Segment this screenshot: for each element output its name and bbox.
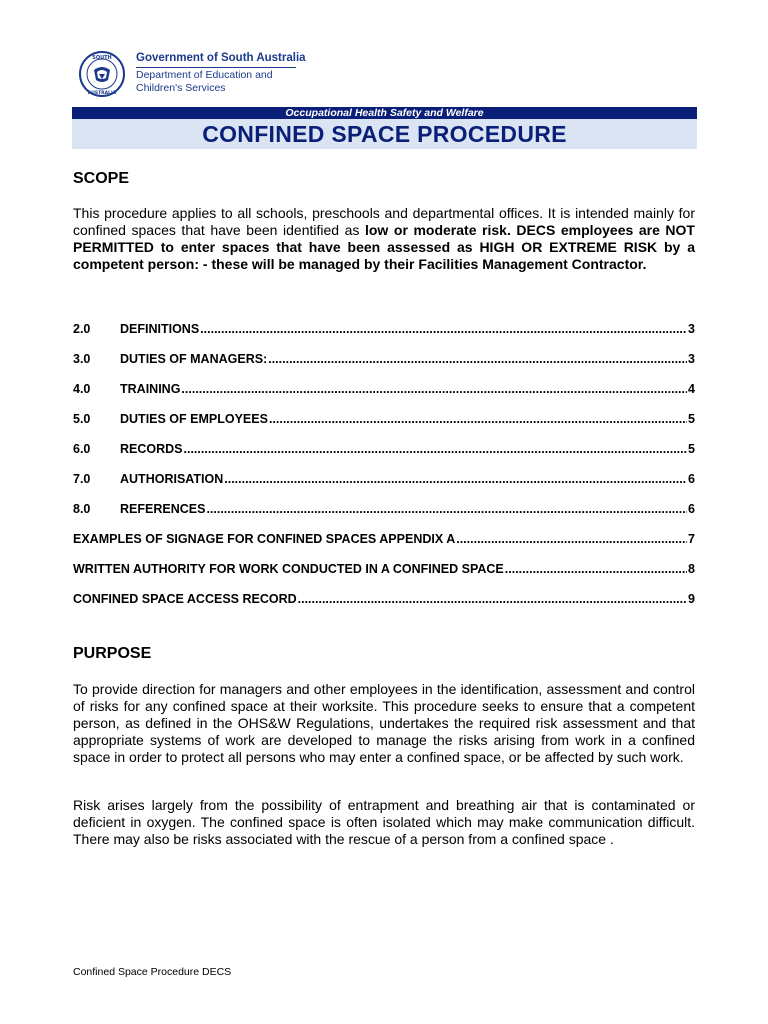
toc-leader	[269, 412, 687, 426]
state-seal-icon	[78, 50, 126, 98]
toc-leader	[184, 442, 688, 456]
government-logo	[78, 50, 328, 98]
department-line-2: Children's Services	[136, 82, 226, 94]
scope-paragraph	[73, 205, 695, 273]
toc-title: DEFINITIONS	[120, 322, 200, 336]
government-name: Government of South Australia	[136, 52, 306, 64]
toc-leader	[505, 562, 687, 576]
toc-title: WRITTEN AUTHORITY FOR WORK CONDUCTED IN A CONFINED SPACE	[73, 562, 504, 576]
department-name	[136, 69, 336, 95]
toc-page: 4	[688, 382, 695, 396]
toc-entry-signage-examples[interactable]	[73, 532, 695, 548]
toc-title: DUTIES OF MANAGERS:	[120, 352, 268, 366]
toc-entry-duties-of-employees[interactable]	[73, 412, 695, 428]
document-title: CONFINED SPACE PROCEDURE	[72, 119, 697, 149]
toc-page: 5	[688, 412, 695, 426]
toc-title: TRAINING	[120, 382, 181, 396]
toc-number: 2.0	[73, 322, 91, 336]
toc-number: 5.0	[73, 412, 91, 426]
toc-page: 6	[688, 502, 695, 516]
toc-page: 3	[688, 322, 695, 336]
purpose-paragraph-1: To provide direction for managers and other employees in the identification, assessment and control of risks for any confined space at their worksite. This procedure seeks to ensure that a competent person, as defined in the OHS&W Regulations, undertakes the required risk assessment and that appropriate systems of work are developed to manage the risks arising from work in a confined space in order to protect all persons who may enter a confined space, or be affected by such work.	[73, 681, 695, 765]
page-footer: Confined Space Procedure DECS	[73, 966, 232, 978]
toc-entry-definitions[interactable]	[73, 322, 695, 338]
toc-leader	[298, 592, 687, 606]
toc-number: 6.0	[73, 442, 91, 456]
purpose-paragraph-2: Risk arises largely from the possibility of entrapment and breathing air that is contaminated or deficient in oxygen. The confined space is often isolated which may make communication difficult. There may also be risks associated with the rescue of a person from a confined space .	[73, 797, 695, 847]
toc-entry-training[interactable]	[73, 382, 695, 398]
svg-text:SOUTH: SOUTH	[92, 55, 112, 61]
department-line-1: Department of Education and	[136, 69, 273, 81]
toc-title: DUTIES OF EMPLOYEES	[120, 412, 268, 426]
toc-page: 8	[688, 562, 695, 576]
toc-page: 9	[688, 592, 695, 606]
toc-page: 3	[688, 352, 695, 366]
toc-number: 4.0	[73, 382, 91, 396]
toc-number: 8.0	[73, 502, 91, 516]
toc-page: 5	[688, 442, 695, 456]
toc-leader	[456, 532, 687, 546]
toc-entry-access-record[interactable]	[73, 592, 695, 608]
toc-leader	[268, 352, 687, 366]
toc-leader	[181, 382, 687, 396]
purpose-heading: PURPOSE	[73, 645, 152, 662]
toc-number: 7.0	[73, 472, 91, 486]
toc-title: CONFINED SPACE ACCESS RECORD	[73, 592, 297, 606]
toc-entry-records[interactable]	[73, 442, 695, 458]
toc-title: RECORDS	[120, 442, 183, 456]
banner-subtitle: Occupational Health Safety and Welfare	[72, 107, 697, 119]
toc-entry-authorisation[interactable]	[73, 472, 695, 488]
toc-page: 6	[688, 472, 695, 486]
toc-leader	[206, 502, 687, 516]
scope-text-bold: low or moderate risk. DECS employees are NOT PERMITTED to enter spaces that have been assessed as HIGH OR EXTREME RISK by a competent person: - these will be managed by their Facilities Management Contractor.	[73, 222, 695, 272]
toc-number: 3.0	[73, 352, 91, 366]
scope-heading: SCOPE	[73, 170, 130, 187]
toc-leader	[224, 472, 687, 486]
toc-title: AUTHORISATION	[120, 472, 224, 486]
toc-title: REFERENCES	[120, 502, 206, 516]
logo-divider	[136, 67, 296, 68]
svg-text:AUSTRALIA: AUSTRALIA	[87, 91, 117, 96]
scope-text-plain: This procedure applies to all schools, preschools and departmental offices. It is intended mainly for confined spaces that have been identified as	[73, 205, 695, 238]
toc-entry-written-authority[interactable]	[73, 562, 695, 578]
toc-entry-references[interactable]	[73, 502, 695, 518]
title-banner	[72, 107, 697, 149]
toc-page: 7	[688, 532, 695, 546]
toc-leader	[200, 322, 687, 336]
toc-title: EXAMPLES OF SIGNAGE FOR CONFINED SPACES APPENDIX A	[73, 532, 456, 546]
toc-entry-duties-of-managers[interactable]	[73, 352, 695, 368]
